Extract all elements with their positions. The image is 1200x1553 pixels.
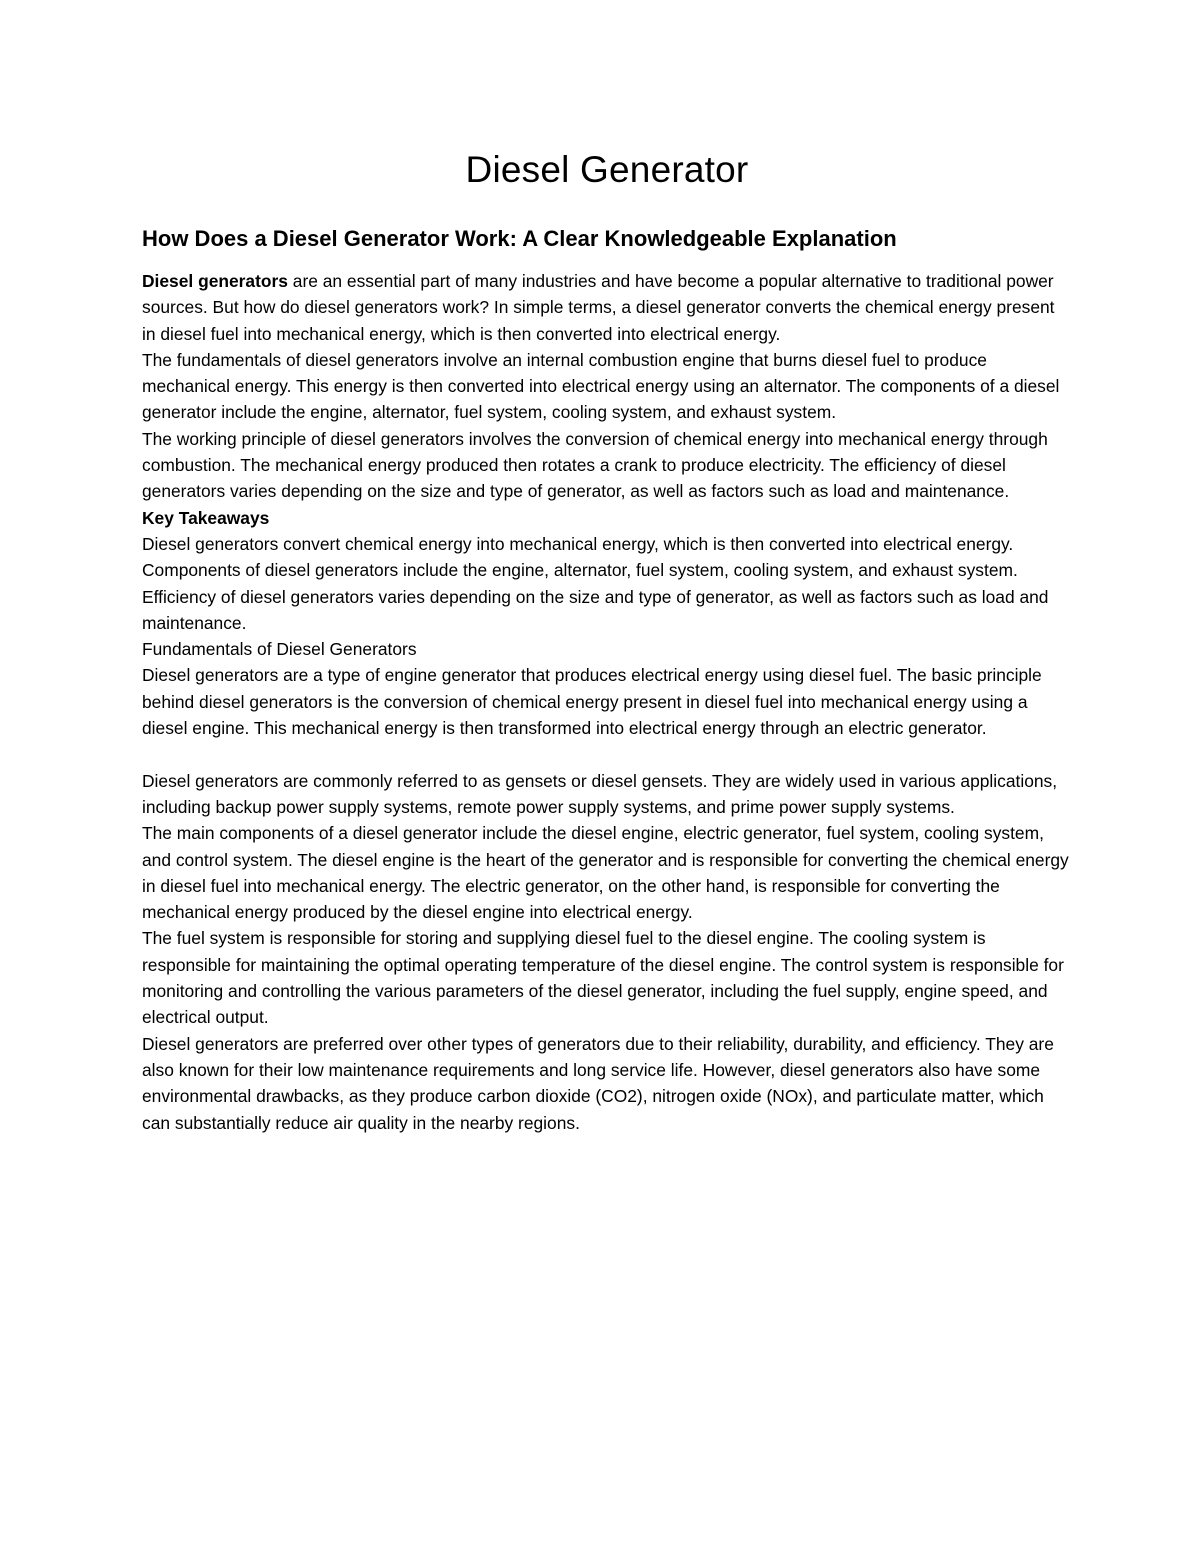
- document-page: [142, 140, 1072, 1136]
- blank-line: [142, 741, 1072, 767]
- paragraph-advantages-drawbacks: Diesel generators are preferred over other types of generators due to their reliability, durability, and efficiency. They are also known for their low maintenance requirements and long service life. However, diesel generators also have some environmental drawbacks, as they produce carbon dioxide (CO2), nitrogen oxide (NOx), and particulate matter, which can substantially reduce air quality in the nearby regions.: [142, 1033, 1054, 1133]
- paragraph-fuel-cooling-control: The fuel system is responsible for storing and supplying diesel fuel to the diesel engine. The cooling system is responsible for maintaining the optimal operating temperature of the diesel engine. The control system is responsible for monitoring and controlling the various parameters of the diesel generator, including the fuel supply, engine speed, and electrical output.: [142, 928, 1064, 1028]
- intro-text: are an essential part of many industries and have become a popular alternative to traditional power sources. But how do diesel generators work? In simple terms, a diesel generator converts the chemical energy present in diesel fuel into mechanical energy, which is then converted into electrical energy.: [142, 271, 1055, 344]
- intro-paragraph: [142, 268, 1072, 347]
- paragraph-main-components: The main components of a diesel generator include the diesel engine, electric generator, fuel system, cooling system, and control system. The diesel engine is the heart of the generator and is responsible for converting the chemical energy in diesel fuel into mechanical energy. The electric generator, on the other hand, is responsible for converting the mechanical energy produced by the diesel engine into electrical energy.: [142, 823, 1069, 923]
- fundamentals-heading: Fundamentals of Diesel Generators: [142, 639, 417, 660]
- fundamentals-paragraph: Diesel generators are a type of engine generator that produces electrical energy using diesel fuel. The basic principle behind diesel generators is the conversion of chemical energy present in diesel fuel into mechanical energy using a diesel engine. This mechanical energy is then transformed into electrical energy through an electric generator.: [142, 665, 1042, 739]
- paragraph-gensets: Diesel generators are commonly referred to as gensets or diesel gensets. They are widely used in various applications, including backup power supply systems, remote power supply systems, and prime power supply systems.: [142, 770, 1058, 817]
- key-takeaways-heading: Key Takeaways: [142, 507, 270, 528]
- document-subtitle: How Does a Diesel Generator Work: A Clear Knowledgeable Explanation: [142, 226, 897, 251]
- key-takeaway-item: Components of diesel generators include the engine, alternator, fuel system, cooling system, and exhaust system.: [142, 560, 1018, 581]
- paragraph-fundamentals-overview: The fundamentals of diesel generators involve an internal combustion engine that burns diesel fuel to produce mechanical energy. This energy is then converted into electrical energy using an alternator. The components of a diesel generator include the engine, alternator, fuel system, cooling system, and exhaust system.: [142, 349, 1060, 423]
- key-takeaway-item: Efficiency of diesel generators varies depending on the size and type of generator, as well as factors such as load and maintenance.: [142, 586, 1049, 633]
- key-takeaway-item: Diesel generators convert chemical energy into mechanical energy, which is then converted into electrical energy.: [142, 533, 1014, 554]
- document-title: Diesel Generator: [465, 149, 749, 190]
- paragraph-working-principle: The working principle of diesel generators involves the conversion of chemical energy into mechanical energy through combustion. The mechanical energy produced then rotates a crank to produce electricity. The efficiency of diesel generators varies depending on the size and type of generator, as well as factors such as load and maintenance.: [142, 428, 1048, 502]
- intro-bold-lead: Diesel generators: [142, 271, 288, 291]
